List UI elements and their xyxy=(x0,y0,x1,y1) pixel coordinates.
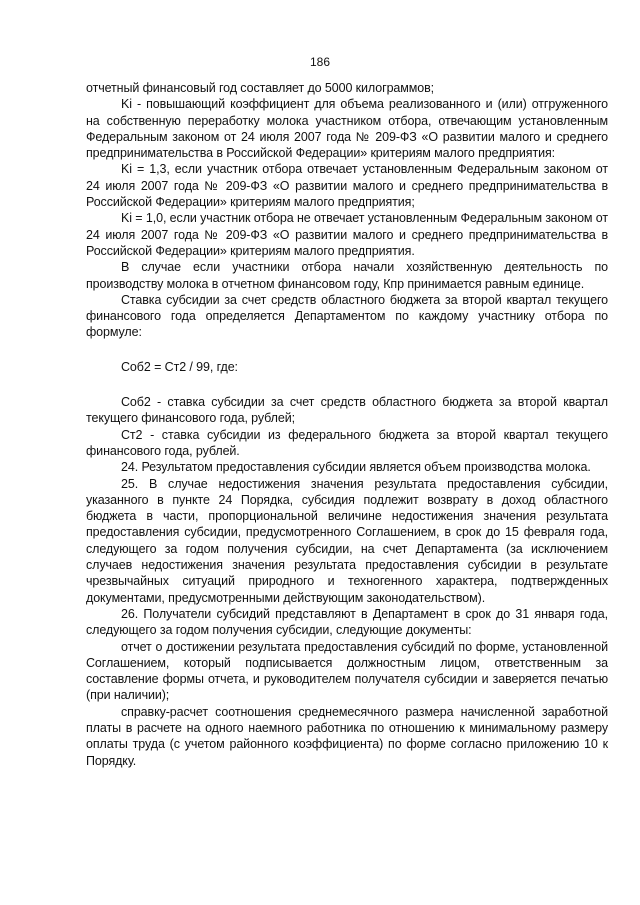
paragraph-ki-small: Ki = 1,3, если участник отбора отвечает установленным Федеральным законом от 24 июля 2007 года № 209-ФЗ «О развитии малого и среднего предпринимательства в Российской Федерации» критериям малого предприятия; xyxy=(86,162,608,210)
page-number: 186 xyxy=(309,55,331,69)
paragraph-report: отчет о достижении результата предоставления субсидий по форме, установленной Соглашением, который подписывается должностным лицом, ответственным за составление формы отчета, и руководителем получателя субсидии и заверяется печатью (при наличии); xyxy=(86,639,608,703)
paragraph-26: 26. Получатели субсидий представляют в Департамент в срок до 31 января года, следующего за годом получения субсидии, следующие документы: xyxy=(86,606,608,638)
paragraph-ki-definition: Ki - повышающий коэффициент для объема реализованного и (или) отгруженного на собственную переработку молока участником отбора, отвечающим установленным Федеральным законом от 24 июля 2007 года № 209-ФЗ «О развитии малого и среднего предпринимательства в Российской Федерации» критериям малого предприятия: xyxy=(86,97,608,161)
paragraph-25: 25. В случае недостижения значения результата предоставления субсидии, указанного в пункте 24 Порядка, субсидия подлежит возврату в доход областного бюджета в части, пропорциональной величине недостижения значения результата предоставления субсидии, предусмотренного Соглашением, в срок до 15 февраля года, следующего за годом получения субсидии, на счет Департамента (за исключением случаев недостижения значения результата предоставления субсидии в результате чрезвычайных ситуаций природного и техногенного характера, подтвержденных документами, предусмотренными действующим законодательством). xyxy=(86,476,608,605)
document-body xyxy=(86,80,608,769)
paragraph-ki-not-small: Ki = 1,0, если участник отбора не отвечает установленным Федеральным законом от 24 июля 2007 года № 209-ФЗ «О развитии малого и среднего предпринимательства в Российской Федерации» критериям малого предприятия. xyxy=(86,211,608,258)
paragraph-sob2-definition: Соб2 - ставка субсидии за счет средств областного бюджета за второй квартал текущего финансового года, рублей; xyxy=(86,395,608,426)
paragraph-continuation: отчетный финансовый год составляет до 5000 килограммов; xyxy=(86,81,435,95)
paragraph-rate-intro: Ставка субсидии за счет средств областного бюджета за второй квартал текущего финансового года определяется Департаментом по каждому участнику отбора по формуле: xyxy=(86,292,608,340)
paragraph-st2-definition: Ст2 - ставка субсидии из федерального бюджета за второй квартал текущего финансового года, рублей. xyxy=(86,427,608,458)
paragraph-kpr: В случае если участники отбора начали хозяйственную деятельность по производству молока в отчетном финансовом году, Кпр принимается равным единице. xyxy=(86,260,608,291)
paragraph-certificate: справку-расчет соотношения среднемесячного размера начисленной заработной платы в расчете на одного наемного работника по отношению к минимальному размеру оплаты труда (с учетом районного коэффициента) по форме согласно приложению 10 к Порядку. xyxy=(86,704,608,768)
formula: Соб2 = Ст2 / 99, где: xyxy=(121,359,238,374)
paragraph-24: 24. Результатом предоставления субсидии является объем производства молока. xyxy=(121,460,591,475)
